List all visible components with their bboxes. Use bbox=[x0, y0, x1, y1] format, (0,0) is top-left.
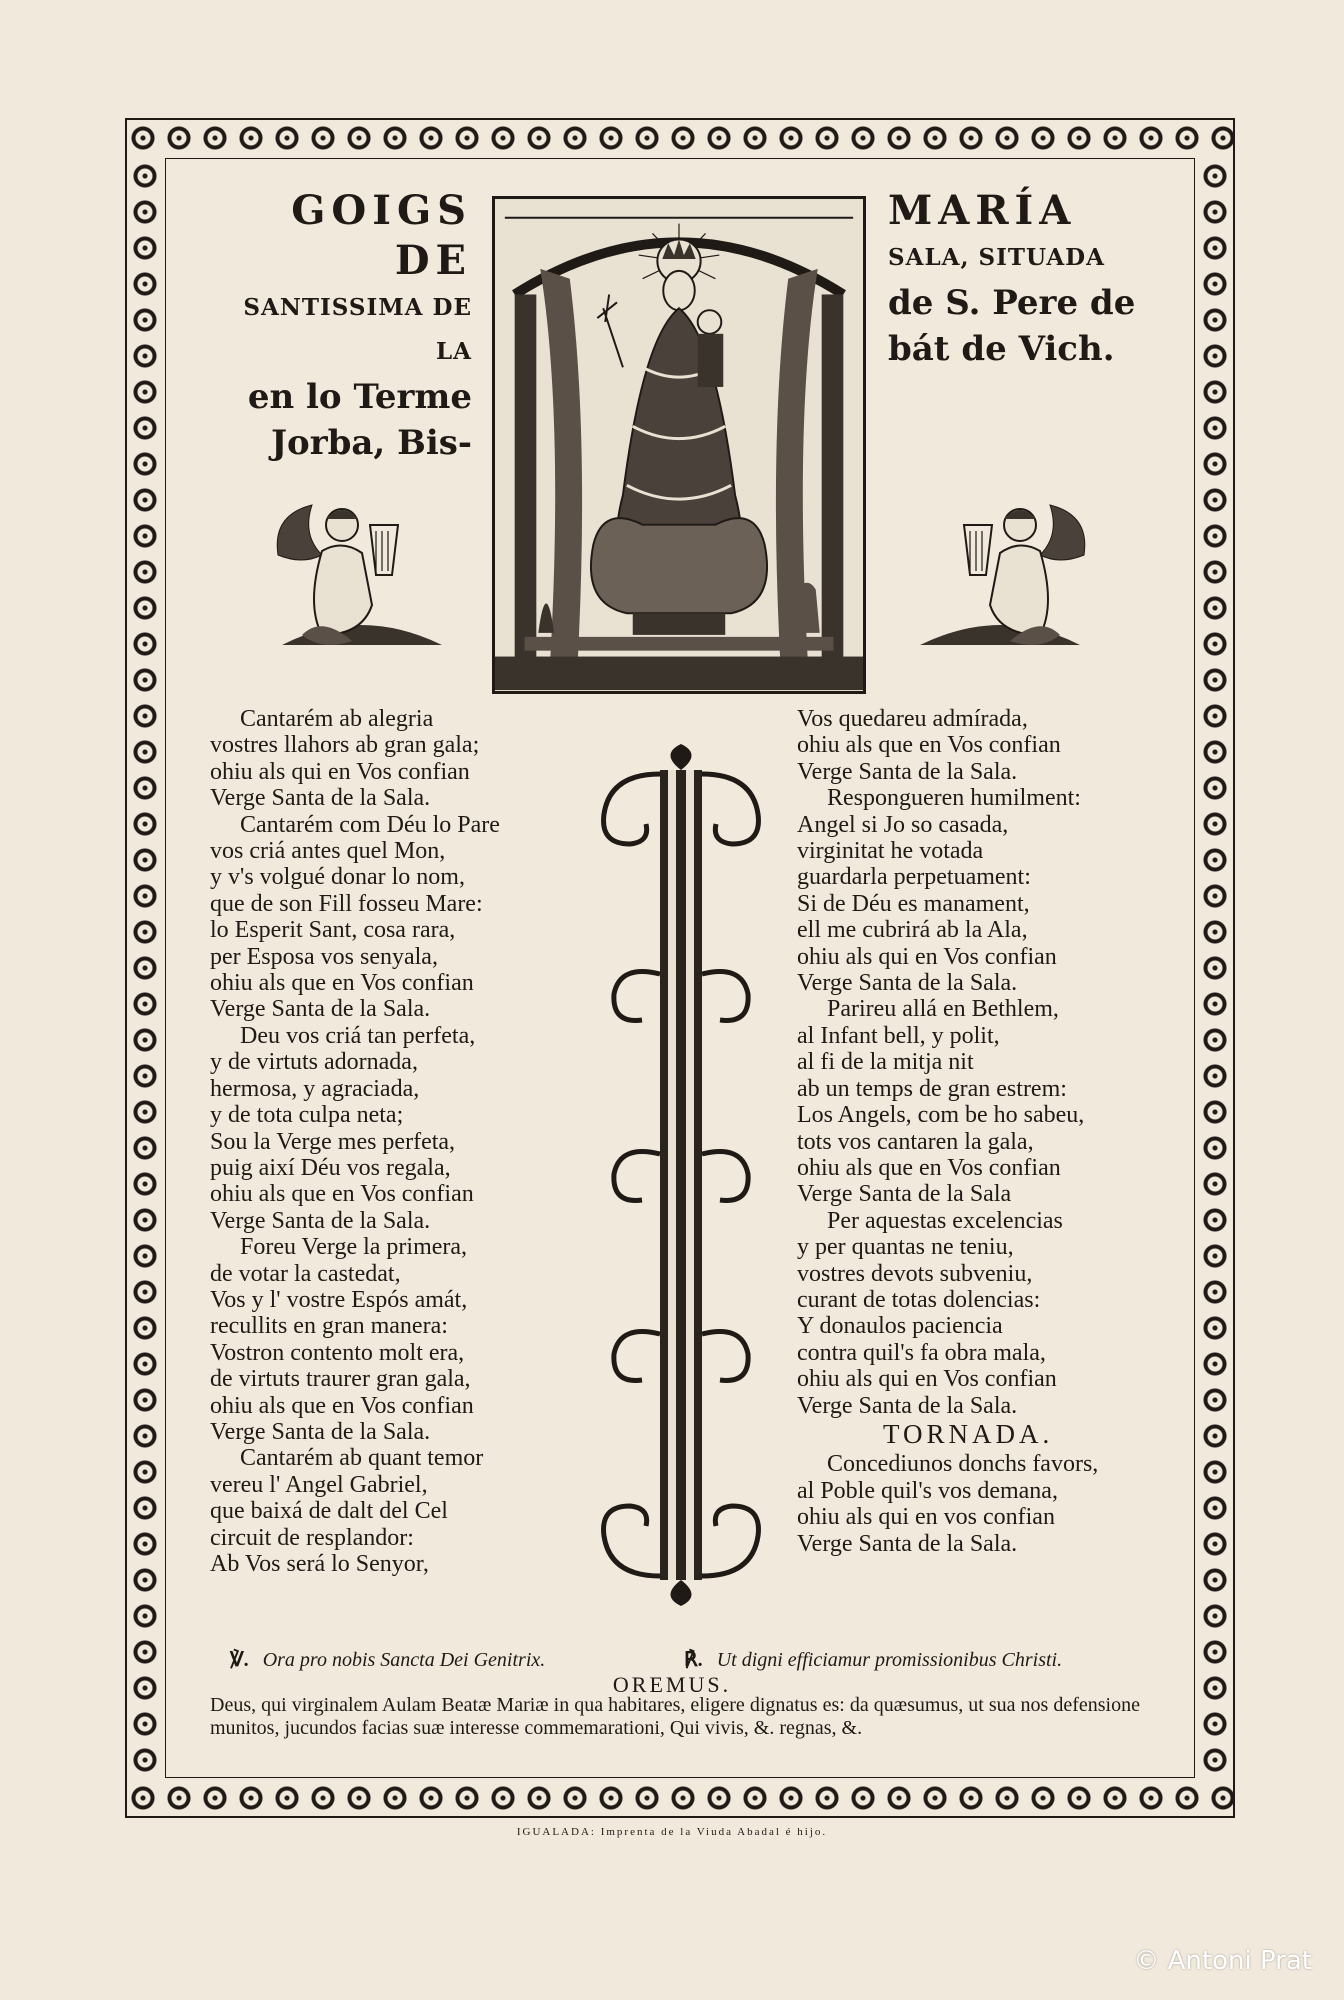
poem-line: virginitat he votada bbox=[797, 838, 984, 865]
poem-line: y de virtuts adornada, bbox=[210, 1049, 418, 1076]
poem-line: circuit de resplandor: bbox=[210, 1524, 414, 1551]
versicle-text: Ora pro nobis Sancta Dei Genitrix. bbox=[262, 1649, 546, 1671]
poem-left-column bbox=[210, 706, 590, 1577]
poem-line: y per quantas ne teniu, bbox=[797, 1234, 1014, 1261]
poem-line: ell me cubrirá ab la Ala, bbox=[797, 917, 1028, 944]
poem-line: ohiu als que en Vos confian bbox=[210, 1181, 474, 1208]
poem-line: tots vos cantaren la gala, bbox=[797, 1128, 1034, 1155]
poem-line: guardarla perpetuament: bbox=[797, 864, 1031, 891]
tornada-line: ohiu als qui en vos confian bbox=[797, 1504, 1055, 1531]
poem-line: Verge Santa de la Sala. bbox=[210, 996, 431, 1023]
tornada-line: Concediunos donchs favors, bbox=[827, 1451, 1099, 1478]
poem-line: Ab Vos será lo Senyor, bbox=[210, 1551, 429, 1577]
virgin-engraving bbox=[492, 196, 866, 694]
printer-imprint: IGUALADA: Imprenta de la Viuda Abadal é hijo. bbox=[516, 1826, 828, 1838]
title-left-block bbox=[200, 186, 472, 466]
poem-line: contra quil's fa obra mala, bbox=[797, 1339, 1046, 1366]
poem-line: Vos y l' vostre Espós amát, bbox=[210, 1286, 468, 1313]
title-line: en lo Terme bbox=[247, 377, 472, 417]
poem-line: Verge Santa de la Sala. bbox=[797, 970, 1018, 997]
poem-line: Foreu Verge la primera, bbox=[240, 1234, 468, 1261]
poem-line: Sou la Verge mes perfeta, bbox=[210, 1128, 456, 1155]
title-line: SANTISSIMA DE LA bbox=[243, 294, 472, 365]
prayer-text: Deus, qui virginalem Aulam Beatæ Mariæ in qua habitares, eligere dignatus es: da quæsumus, ut sua nos defensione munitos, jucundos facias suæ interesse commemarationi, Qui vivis, &. regnas, &. bbox=[210, 1694, 1140, 1739]
poem-line: Verge Santa de la Sala bbox=[797, 1181, 1012, 1208]
poem-line: Parireu allá en Bethlem, bbox=[827, 996, 1059, 1023]
poem-line: vostres llahors ab gran gala; bbox=[210, 732, 480, 759]
poem-line: que de son Fill fosseu Mare: bbox=[210, 890, 483, 917]
poem-line: puig així Déu vos regala, bbox=[210, 1154, 451, 1181]
title-right-block bbox=[888, 186, 1158, 372]
poem-line: que baixá de dalt del Cel bbox=[210, 1498, 448, 1525]
poem-line: recullits en gran manera: bbox=[210, 1313, 448, 1340]
poem-line: Vostron contento molt era, bbox=[210, 1339, 465, 1366]
poem-line: ohiu als que en Vos confian bbox=[797, 732, 1061, 759]
response bbox=[684, 1647, 1062, 1672]
poem-line: ohiu als que en Vos confian bbox=[210, 1392, 474, 1419]
poem-right-column bbox=[797, 706, 1197, 1557]
poem-line: ohiu als qui en Vos confian bbox=[797, 1366, 1057, 1393]
poem-line: hermosa, y agraciada, bbox=[210, 1075, 420, 1102]
versicle bbox=[230, 1647, 545, 1672]
angel-left-illustration bbox=[262, 495, 458, 665]
poem-line: ohiu als que en Vos confian bbox=[210, 970, 474, 997]
poem-line: Cantarém ab alegria bbox=[240, 706, 434, 732]
poem-line: vostres devots subveniu, bbox=[797, 1260, 1033, 1287]
poem-line: Los Angels, com be ho sabeu, bbox=[797, 1102, 1085, 1129]
poem-line: Verge Santa de la Sala. bbox=[210, 785, 431, 812]
poem-line: al fi de la mitja nit bbox=[797, 1049, 974, 1076]
poem-line: Cantarém ab quant temor bbox=[240, 1445, 484, 1472]
poem-line: de virtuts traurer gran gala, bbox=[210, 1366, 471, 1393]
poem-line: Verge Santa de la Sala. bbox=[210, 1418, 431, 1445]
poem-line: Si de Déu es manament, bbox=[797, 890, 1030, 917]
copyright-watermark: © Antoni Prat bbox=[1133, 1946, 1312, 1976]
poem-line: vos criá antes quel Mon, bbox=[210, 838, 446, 865]
poem-line: lo Esperit Sant, cosa rara, bbox=[210, 917, 456, 944]
poem-line: Cantarém com Déu lo Pare bbox=[240, 811, 500, 838]
poem-line: Per aquestas excelencias bbox=[827, 1207, 1063, 1234]
poem-line: Verge Santa de la Sala. bbox=[210, 1207, 431, 1234]
ornamental-pillar bbox=[590, 734, 772, 1616]
poem-line: al Infant bell, y polit, bbox=[797, 1022, 1000, 1049]
poem-line: Vos quedareu admírada, bbox=[797, 706, 1028, 732]
angel-right-illustration bbox=[904, 495, 1100, 665]
poem-line: vereu l' Angel Gabriel, bbox=[210, 1471, 428, 1498]
title-line: MARÍA bbox=[888, 187, 1077, 234]
poem-line: Angel si Jo so casada, bbox=[797, 811, 1009, 838]
poem-line: ohiu als qui en Vos confian bbox=[797, 943, 1057, 970]
response-mark: ℟. bbox=[684, 1649, 703, 1671]
poem-line: ohiu als qui en Vos confian bbox=[210, 758, 470, 785]
poem-line: y v's volgué donar lo nom, bbox=[210, 864, 465, 891]
poem-line: Verge Santa de la Sala. bbox=[797, 1392, 1018, 1419]
tornada-line: Verge Santa de la Sala. bbox=[797, 1530, 1018, 1557]
title-line: GOIGS DE bbox=[291, 187, 472, 284]
title-line: Jorba, Bis- bbox=[270, 423, 472, 463]
poem-line: Y donaulos paciencia bbox=[797, 1313, 1003, 1340]
poem-line: per Esposa vos senyala, bbox=[210, 943, 438, 970]
oremus-heading: OREMUS. bbox=[612, 1672, 732, 1697]
versicle-mark: ℣. bbox=[230, 1649, 249, 1671]
poem-line: Verge Santa de la Sala. bbox=[797, 758, 1018, 785]
poem-line: Deu vos criá tan perfeta, bbox=[240, 1022, 476, 1049]
poem-line: y de tota culpa neta; bbox=[210, 1102, 404, 1129]
response-text: Ut digni efficiamur promissionibus Christi. bbox=[716, 1649, 1063, 1671]
title-line: de S. Pere de bbox=[888, 283, 1136, 323]
poem-line: curant de totas dolencias: bbox=[797, 1286, 1041, 1313]
poem-line: ohiu als que en Vos confian bbox=[797, 1154, 1061, 1181]
title-line: bát de Vich. bbox=[888, 329, 1115, 369]
poem-line: Respongueren humilment: bbox=[827, 785, 1081, 812]
tornada-line: al Poble quil's vos demana, bbox=[797, 1477, 1058, 1504]
tornada-heading: TORNADA. bbox=[883, 1418, 1054, 1449]
poem-line: de votar la castedat, bbox=[210, 1260, 401, 1287]
poem-line: ab un temps de gran estrem: bbox=[797, 1075, 1067, 1102]
title-line: SALA, SITUADA bbox=[888, 244, 1105, 271]
